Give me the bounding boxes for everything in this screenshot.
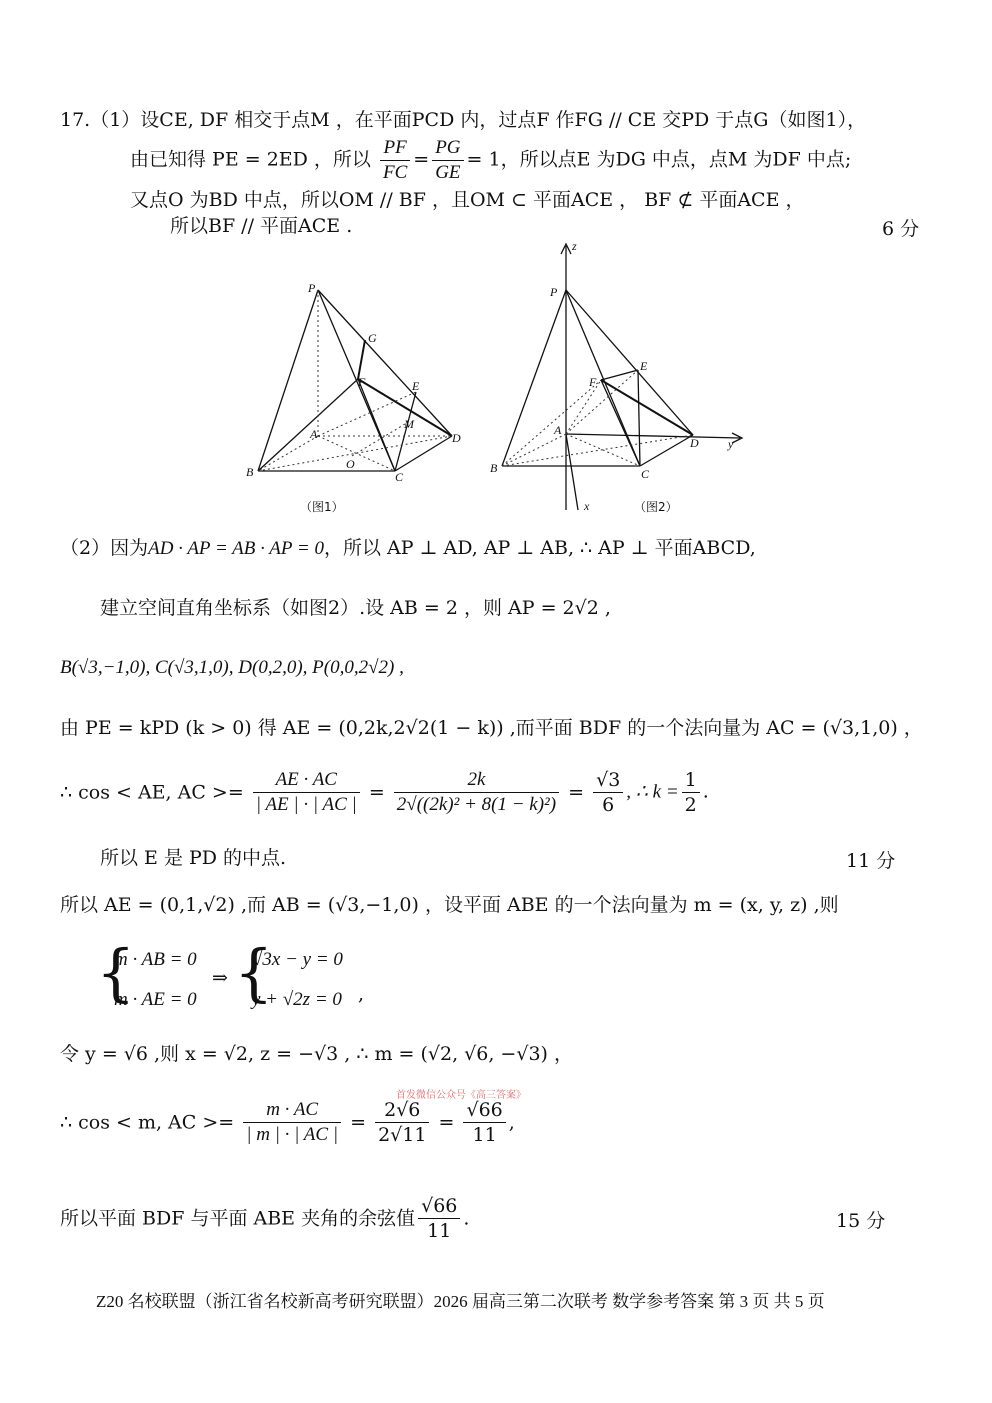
cos1-frac3 bbox=[593, 768, 623, 817]
p1-line3: 又点O 为BD 中点，所以OM // BF ，且OM ⊂ 平面ACE ， BF ⊄ 平面ACE ， bbox=[130, 189, 805, 211]
frac-pg-ge bbox=[432, 136, 463, 185]
label-G: G bbox=[368, 331, 377, 345]
p2-cos2: ∴ cos < m, AC >= $\frac{m \cdot AC}{| m | \cdot | AC |}$ = $\frac{2√6}{2√11}$ = $\frac{√66}{11}$ , bbox=[60, 1099, 515, 1146]
cos1-kn: 1 bbox=[682, 768, 700, 793]
edge2-pd bbox=[566, 290, 693, 435]
label2-x: x bbox=[584, 499, 590, 513]
p2-line3: B(√3,−1,0), C(√3,1,0), D(0,2,0), P(0,0,2√2) , bbox=[60, 657, 404, 678]
cos2-lhs: ∴ cos < m, AC >= bbox=[60, 1111, 235, 1134]
cos1-n3: √3 bbox=[593, 768, 623, 793]
sys-end: , bbox=[358, 983, 365, 1005]
label-C: C bbox=[395, 470, 404, 484]
label-E: E bbox=[412, 379, 420, 393]
edge2-ec bbox=[638, 370, 640, 466]
cos2-n1: m · AC bbox=[243, 1098, 341, 1123]
p2-line1b: AD · AP = AB · AP = 0 bbox=[148, 538, 324, 559]
page-footer: Z20 名校联盟（浙江省名校新高考研究联盟）2026 届高三第二次联考 数学参考答案 第 3 页 共 5 页 bbox=[96, 1292, 825, 1311]
last-end: . bbox=[463, 1207, 470, 1230]
p1-line2a: 由已知得 PE = 2ED ，所以 bbox=[130, 148, 371, 171]
label2-D: D bbox=[690, 436, 699, 450]
axis-y bbox=[566, 434, 740, 438]
cos2-n2: 2√6 bbox=[375, 1098, 429, 1123]
cos1-frac2 bbox=[394, 768, 559, 817]
cos2-d1: | m | · | AC | bbox=[246, 1124, 339, 1145]
brace-left-1: { bbox=[96, 936, 136, 1009]
label-B: B bbox=[246, 465, 254, 479]
label-F: F bbox=[358, 375, 366, 389]
cos2-end: , bbox=[508, 1111, 515, 1134]
label2-B: B bbox=[490, 461, 498, 475]
label2-A: A bbox=[554, 423, 562, 437]
figure-2-caption: （图2） bbox=[634, 500, 678, 514]
frac-pf-fc bbox=[380, 136, 410, 185]
edge2-pb bbox=[502, 290, 566, 466]
axis-x bbox=[566, 434, 578, 510]
brace-left-2: { bbox=[234, 936, 274, 1009]
p2-line5: 所以 E 是 PD 的中点. bbox=[100, 847, 287, 869]
sys2-a: √3x − y = 0 bbox=[252, 949, 343, 970]
p1-line2: 由已知得 PE = 2ED ，所以 $\frac{PF}{FC}$ = $\frac{PG}{GE}$ = 1，所以点E 为DG 中点，点M 为DF 中点; bbox=[130, 137, 852, 183]
cos2-d2: 2√11 bbox=[378, 1124, 427, 1146]
label-A: A bbox=[310, 427, 318, 441]
watermark: 首发微信公众号《高三答案》 bbox=[396, 1090, 526, 1101]
score-11: 11 分 bbox=[846, 850, 896, 872]
edge-ae bbox=[318, 392, 416, 436]
last-n: √66 bbox=[418, 1194, 460, 1219]
cos1-kd: 2 bbox=[684, 794, 697, 816]
cos1-d1: | AE | · | AC | bbox=[255, 794, 357, 815]
cos2-d3: 11 bbox=[472, 1124, 497, 1146]
line8-text: 所以平面 BDF 与平面 ABE 夹角的余弦值 bbox=[60, 1207, 416, 1230]
p1-line2b: = 1，所以点E 为DG 中点，点M 为DF 中点; bbox=[466, 148, 852, 171]
frac-fc: FC bbox=[382, 162, 408, 183]
cos1-frac1 bbox=[253, 768, 360, 817]
label2-z: z bbox=[572, 240, 577, 253]
cos1-d3: 6 bbox=[602, 794, 615, 816]
last-d: 11 bbox=[427, 1220, 452, 1242]
p2-line6: 所以 AE = (0,1,√2) ,而 AB = (√3,−1,0) ，设平面 ABE 的一个法向量为 m = (x, y, z) ,则 bbox=[60, 894, 839, 916]
edge-fg bbox=[358, 340, 365, 379]
p1-line4: 所以BF // 平面ACE . bbox=[170, 215, 353, 237]
edge-pd bbox=[318, 290, 452, 436]
label2-E: E bbox=[640, 359, 648, 373]
frac-ge: GE bbox=[435, 162, 461, 183]
figure-1 bbox=[240, 278, 475, 490]
cos1-k: , ∴ k = bbox=[626, 781, 679, 803]
label2-F: F bbox=[589, 375, 597, 389]
cos2-frac3 bbox=[463, 1098, 505, 1147]
label-D: D bbox=[452, 431, 461, 445]
label2-C: C bbox=[641, 467, 650, 481]
figure-1-caption: （图1） bbox=[300, 500, 344, 514]
last-frac bbox=[418, 1194, 460, 1243]
p2-line1 bbox=[60, 536, 756, 561]
cos2-frac2 bbox=[375, 1098, 429, 1147]
cos2-n3: √66 bbox=[463, 1098, 505, 1123]
p1-line1: 17.（1）设CE, DF 相交于点M ，在平面PCD 内，过点F 作FG // CE 交PD 于点G（如图1）， bbox=[60, 109, 867, 131]
p2-cos1: ∴ cos < AE, AC >= $\frac{AE \cdot AC}{| AE | \cdot | AC |}$ = $\frac{2k}{\text{2√((2k)² + 8(1 − k)²)}}$ = $\frac{√3}{6}$ , ∴ k = $\frac{1}{2}$ . bbox=[60, 769, 709, 816]
edge2-fc bbox=[601, 380, 640, 466]
label-O: O bbox=[346, 457, 355, 471]
edge2-pc bbox=[566, 290, 640, 466]
cos1-lhs: ∴ cos < AE, AC >= bbox=[60, 781, 244, 804]
edge2-bf bbox=[502, 380, 601, 466]
cos1-kfrac bbox=[682, 768, 700, 817]
sys-arrow: ⇒ bbox=[212, 967, 228, 989]
p2-line8 bbox=[60, 1194, 469, 1243]
figure-2 bbox=[488, 240, 750, 515]
sys1-a: m · AB = 0 bbox=[114, 949, 197, 970]
cos1-d2: 2√((2k)² + 8(1 − k)²) bbox=[396, 794, 557, 815]
p2-line1c: ，所以 AP ⊥ AD, AP ⊥ AB, ∴ AP ⊥ 平面ABCD, bbox=[323, 537, 756, 559]
cos2-frac1 bbox=[243, 1098, 341, 1147]
label-P: P bbox=[308, 281, 316, 295]
p2-line4: 由 PE = kPD (k > 0) 得 AE = (0,2k,2√2(1 − k)) ,而平面 BDF 的一个法向量为 AC = (√3,1,0) ， bbox=[60, 717, 923, 739]
sys2-b: y + √2z = 0 bbox=[252, 989, 342, 1010]
p2-line7: 令 y = √6 ,则 x = √2, z = −√3 , ∴ m = (√2, √6, −√3) ， bbox=[60, 1043, 573, 1065]
label2-y: y bbox=[728, 437, 734, 451]
sys1-b: m · AE = 0 bbox=[114, 989, 197, 1010]
label-M: M bbox=[404, 417, 414, 431]
frac-pf: PF bbox=[380, 136, 410, 161]
label2-P: P bbox=[550, 285, 558, 299]
edge2-fe bbox=[601, 370, 638, 380]
cos1-n1: AE · AC bbox=[253, 768, 360, 793]
score-15: 15 分 bbox=[836, 1210, 886, 1232]
score-6: 6 分 bbox=[882, 218, 920, 240]
frac-pg: PG bbox=[432, 136, 463, 161]
p2-line1a: （2）因为 bbox=[60, 537, 149, 559]
p2-line2: 建立空间直角坐标系（如图2）.设 AB = 2 ，则 AP = 2√2 , bbox=[100, 597, 611, 619]
edge2-bd bbox=[502, 435, 693, 466]
cos1-n2: 2k bbox=[394, 768, 559, 793]
